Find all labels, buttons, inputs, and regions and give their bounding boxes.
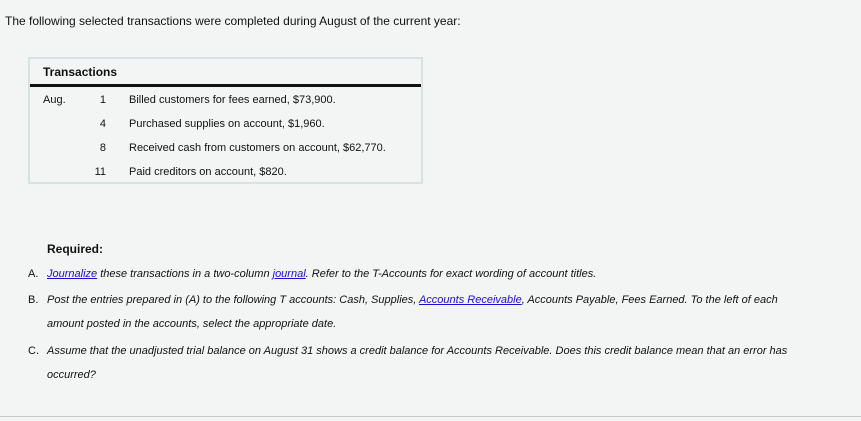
requirement-b-text-2: , Accounts Payable, Fees Earned. To the left of each amount posted in the accounts, select the appropriate date.	[47, 294, 778, 330]
table-row	[30, 94, 421, 112]
row-description: Billed customers for fees earned, $73,900.	[129, 94, 336, 106]
header-divider	[30, 84, 421, 87]
row-day: 11	[94, 166, 106, 178]
bottom-divider	[0, 416, 861, 417]
requirement-text	[47, 288, 817, 336]
row-day: 8	[99, 142, 106, 154]
row-day: 4	[99, 118, 106, 130]
requirement-text	[47, 262, 817, 286]
intro-text: The following selected transactions were completed during August of the current year:	[5, 14, 461, 28]
journalize-link[interactable]: Journalize	[47, 268, 98, 280]
row-description: Purchased supplies on account, $1,960.	[129, 118, 325, 130]
row-day: 1	[99, 94, 106, 106]
row-description: Received cash from customers on account, $62,770.	[129, 142, 386, 154]
requirement-letter: B.	[28, 294, 39, 306]
journal-link[interactable]: journal	[272, 268, 306, 280]
requirement-a-text-1: these transactions in a two-column	[97, 268, 273, 280]
requirement-letter: C.	[28, 345, 39, 357]
table-row	[30, 118, 421, 136]
transactions-table	[28, 57, 423, 184]
requirement-b-text-1: Post the entries prepared in (A) to the following T accounts: Cash, Supplies,	[47, 294, 419, 306]
row-month: Aug.	[43, 94, 66, 106]
requirement-a-text-2: . Refer to the T-Accounts for exact wording of account titles.	[305, 268, 597, 280]
accounts-receivable-link[interactable]: Accounts Receivable	[418, 294, 522, 306]
row-description: Paid creditors on account, $820.	[129, 166, 287, 178]
required-heading: Required:	[47, 242, 104, 256]
requirement-letter: A.	[28, 268, 39, 280]
table-row	[30, 142, 421, 160]
requirement-c-text-1: Assume that the unadjusted trial balance on August 31 shows a credit balance for Accounts Receivable. Does this credit balance mean that an error has occurred?	[47, 345, 788, 381]
transactions-header: Transactions	[43, 65, 118, 79]
table-row	[30, 166, 421, 184]
requirement-text	[47, 339, 817, 387]
